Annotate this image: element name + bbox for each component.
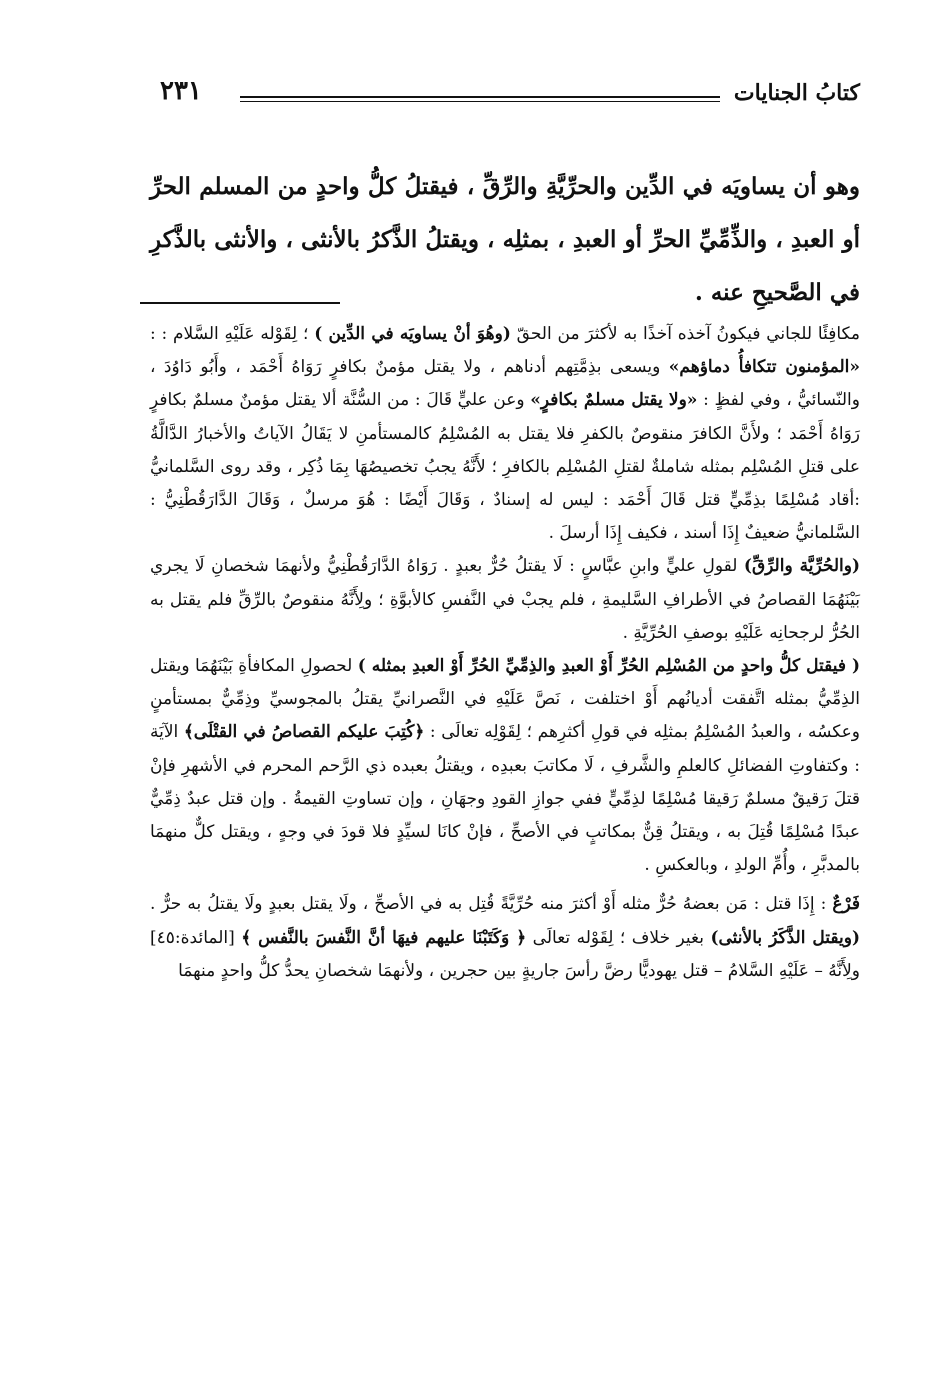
commentary	[150, 318, 860, 988]
text-span: لقولِ عليٍّ وابنِ عبَّاسٍ : لَا يقتلُ حُرٌّ بعبدٍ . رَوَاهُ الدَّارَقُطْنِيُّ ولأنهمَا شخصانِ لَا يجري بَيْنَهُمَا القصاصُ في الأطرافِ السَّليمةِ ، فلم يجبْ في النَّفسِ كالأبوَّةِ ؛ ولِأَنَّهُ منقوصٌ بالرِّقِّ فلم يقتل به الحُرُّ لرجحانِه عَلَيْهِ بوصفِ الحُرِّيَّةِ .	[150, 556, 861, 643]
text-span: : إِذَا قتل : مَن بعضهُ حُرٌّ مثله أَوْ أكثرَ منه حُرِّيَّةً قُتِل به في الأصحِّ ، ولَا يقتل بعبدٍ ولَا يقتلُ به حرٌّ .	[150, 894, 833, 915]
hadith-quote: «المؤمنون تتكافأُ دماؤهم»	[668, 357, 860, 378]
hadith-quote: «ولا يقتل مسلمٌ بكافرٍ»	[530, 390, 698, 411]
matn-quote: (وهُوَ أنْ يساويَه في الدِّين )	[314, 324, 511, 344]
text-span: [المائدة:٤٥] ولِأَنَّهُ – عَلَيْهِ السَّلامُ – قتل يهوديًّا رضَّ رأسَ جاريةٍ بين حجرين ، ولأنهمَا شخصانِ يحدُّ كلُّ واحدٍ منهمَا	[150, 927, 860, 981]
far3-heading: فَرْعٌ	[832, 894, 860, 915]
commentary-paragraph	[150, 650, 860, 882]
page-header	[160, 70, 860, 120]
text-span: مكافِئًا للجاني فيكونُ آخذه آخذًا به لأكثرَ من الحقّ	[510, 324, 861, 344]
commentary-paragraph	[150, 888, 860, 988]
matn-text: وهو أن يساويَه في الدِّين والحرِّيَّةِ والرِّقِّ ، فيقتلُ كلُّ واحدٍ من المسلم الحرِّ أو العبدِ ، والذِّمِّيِّ الحرِّ أو العبدِ ، بمثلِه ، ويقتلُ الذَّكرُ بالأنثى ، والأنثى بالذَّكرِ في الصَّحيحِ عنه .	[150, 173, 860, 306]
commentary-paragraph	[150, 318, 860, 550]
matn-quote: (والحُرِّيَّة والرِّقِّ)	[743, 556, 861, 577]
running-head: كتابُ الجنايات	[733, 80, 860, 106]
page-number: ٢٣١	[160, 76, 202, 106]
matn-separator-rule	[140, 302, 340, 304]
commentary-paragraph	[150, 550, 860, 650]
text-span: ويسعى بذِمَّتِهم أدناهم ، ولا يقتل مؤمنٌ بكافرٍ رَوَاهُ أَحْمَد ، وأَبُو دَاوُدَ ، والنّسائيُّ ، وفي لفظٍ :	[150, 357, 860, 411]
text-span: ؛ لِقَوْله عَلَيْهِ السَّلام : :	[150, 324, 315, 344]
text-span: لحصولِ المكافأةِ بَيْنَهُمَا ويقتل الذِمِّيُّ بمثله اتَّفقت أديانُهم أَوْ اختلفت ، نَصَّ عَلَيْهِ في النَّصرانيِّ يقتلُ بالمجوسيِّ وذِمِّيٌّ بمستأمنٍ وعكسُه ، والعبدُ المُسْلِمُ بمثلِه في قولِ أكثرِهم ؛ لِقَوْلِه تعالَى :	[150, 656, 860, 743]
text-span: الآيَة : وكتفاوتِ الفضائلِ كالعلمِ والشَّرفِ ، لَا مكاتبَ بعبدِه ، ويقتلُ بعبده ذي الرَّحم المحرم في الأشهرِ فإنْ قتلَ رَقيقٌ مسلمٌ رَقيقا مُسْلِمًا لذِمِّيٍّ ففي جوازِ القودِ وجهَانِ ، وإن تساوتِ القيمةُ . وإن قتل عبدٌ ذِمِّيٌّ عبدًا مُسْلِمًا قُتِلَ به ، ويقتلُ قِنٌّ بمكاتبٍ في الأصحِّ ، فإنْ كانَا لسيِّدٍ فلا قودَ في وجهٍ ، ويقتل كلٌّ منهمَا بالمدبَّرِ ، وأُمِّ الولدِ ، وبالعكسِ .	[150, 722, 860, 876]
text-span: بغير خلاف ؛ لِقَوْله تعالَى	[526, 927, 711, 948]
quran-quote: ﴿كُتِبَ عليكم القصاصُ في القتْلَى﴾	[183, 722, 425, 743]
matn-quote: (ويقتل الذَّكَرُ بالأنثى)	[710, 927, 860, 948]
text-span: وعن عليٍّ قَالَ : من السُّنَّة ألا يقتل مؤمنٌ مسلمٌ بكافرٍ رَوَاهُ أَحْمَد ؛ ولأَنَّ الكافرَ منقوصٌ بالكفرِ فلا يقتل به المُسْلِمُ كالمستأمنِ لا يَقَالُ الآياتُ والأخبارُ الدَّالَّةُ على قتلِ المُسْلِم بمثله شاملةٌ لقتلِ المُسْلِم بالكافرِ ؛ لأَنَّهُ يجبُ تخصيصُهَا بِمَا ذُكِر ، وقد روى السَّلمانيُّ :أقاد مُسْلِمًا بذِمِّيٍّ قتل قَالَ أَحْمَد : ليس له إسنادٌ ، وَقَالَ أَيْضًا : هُوَ مرسلٌ ، وَقَالَ الدَّارَقُطْنِيُّ : السَّلمانيُّ ضعيفٌ إِذَا أسند ، فكيف إِذَا أرسلَ .	[150, 390, 860, 544]
quran-quote: ﴿ وَكَتَبْنَا عليهم فيهَا أنَّ النَّفسَ بالنَّفس ﴾	[241, 927, 527, 948]
header-rule	[240, 96, 720, 102]
matn-quote: ( فيقتل كلُّ واحدٍ من المُسْلِم الحُرِّ أَوْ العبدِ والذِمِّيِّ الحُرِّ أَوْ العبدِ بمثله )	[357, 656, 860, 677]
